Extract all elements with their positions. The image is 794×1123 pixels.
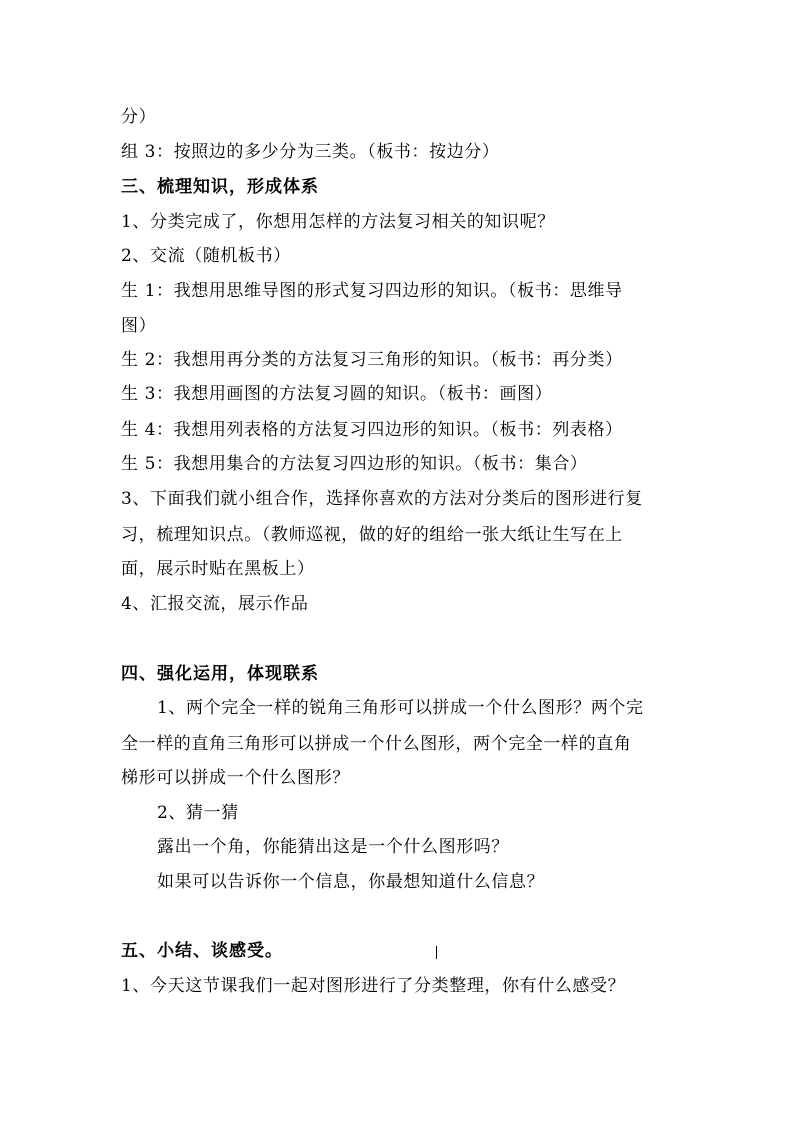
text-line: 1、今天这节课我们一起对图形进行了分类整理，你有什么感受？ (121, 976, 626, 996)
text-line: 3、下面我们就小组合作，选择你喜欢的方法对分类后的图形进行复 (121, 489, 643, 509)
text-line: 2、交流（随机板书） (121, 246, 291, 266)
text-line: 梯形可以拼成一个什么图形？ (121, 768, 350, 788)
text-line: 生 2：我想用再分类的方法复习三角形的知识。（板书：再分类） (121, 350, 623, 370)
text-line: 面，展示时贴在黑板上） (121, 559, 315, 579)
section-heading: 五、小结、谈感受。 (121, 941, 283, 961)
text-line: 4、汇报交流，展示作品 (121, 594, 309, 614)
text-line: 生 1：我想用思维导图的形式复习四边形的知识。（板书：思维导 (121, 281, 623, 301)
text-line: 生 3：我想用画图的方法复习圆的知识。（板书：画图） (121, 384, 553, 404)
text-line: 分） (121, 107, 157, 127)
text-line: 生 4：我想用列表格的方法复习四边形的知识。（板书：列表格） (121, 420, 623, 440)
section-heading: 三、梳理知识，形成体系 (121, 177, 319, 197)
text-line: 1、两个完全一样的锐角三角形可以拼成一个什么图形？两个完 (157, 698, 644, 718)
text-cursor (436, 946, 437, 959)
text-line: 2、猜一猜 (157, 803, 239, 823)
text-line: 1、分类完成了，你想用怎样的方法复习相关的知识呢？ (121, 212, 555, 232)
text-line: 如果可以告诉你一个信息，你最想知道什么信息？ (157, 872, 545, 892)
text-line: 生 5：我想用集合的方法复习四边形的知识。（板书：集合） (121, 454, 588, 474)
text-line: 图） (121, 316, 157, 336)
text-line: 全一样的直角三角形可以拼成一个什么图形，两个完全一样的直角 (121, 734, 632, 754)
text-line: 露出一个角，你能猜出这是一个什么图形吗？ (157, 837, 509, 857)
text-line: 组 3：按照边的多少分为三类。（板书：按边分） (121, 142, 500, 162)
text-line: 习，梳理知识点。（教师巡视，做的好的组给一张大纸让生写在上 (121, 525, 623, 545)
section-heading: 四、强化运用，体现联系 (121, 664, 319, 684)
